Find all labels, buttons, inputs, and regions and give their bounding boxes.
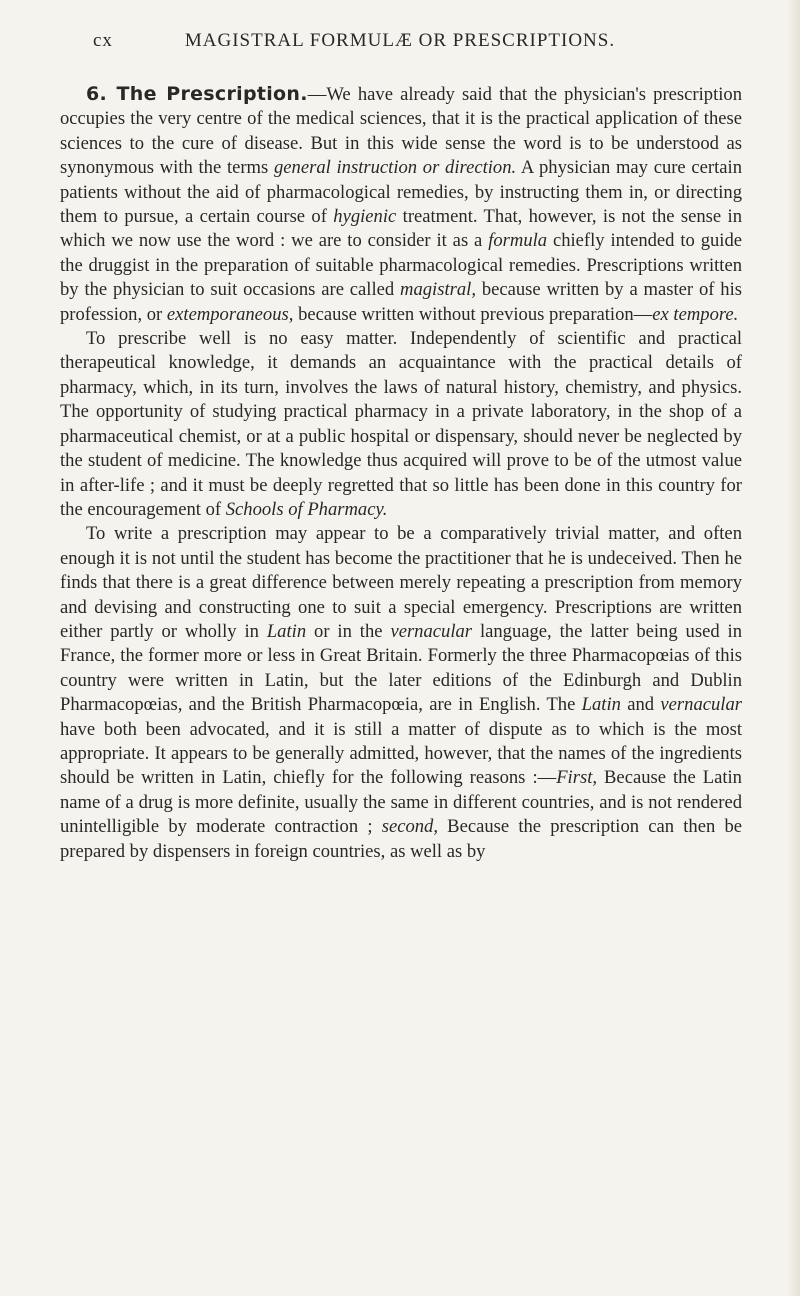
italic-text: formula xyxy=(488,230,548,252)
italic-text: ex tempore. xyxy=(652,303,739,325)
page-header xyxy=(0,30,800,60)
page-edge xyxy=(786,0,800,1296)
italic-text: extemporaneous, xyxy=(166,303,294,325)
text-run: chiefly intended to guide the druggist in the preparation of suitable pharmacological remedies. Prescriptions written by the physician to suit occasions are called xyxy=(60,230,742,301)
italic-text: vernacular xyxy=(660,694,742,716)
running-title: MAGISTRAL FORMULÆ OR PRESCRIPTIONS. xyxy=(184,30,616,51)
text-run: To prescribe well is no easy matter. Independently of scientific and practical therapeutical knowledge, it demands an acquaintance with the practical details of pharmacy, which, in its turn, involves the laws of natural history, chemistry, and physics. The opportunity of studying practical pharmacy in a private laboratory, in the shop of a pharmaceutical chemist, or at a public hospital or dispensary, should never be neglected by the student of medicine. The knowledge thus acquired will prove to be of the utmost value in after-life ; and it must be deeply regretted that so little has been done in this country for the encouragement of xyxy=(60,328,742,520)
italic-text: vernacular xyxy=(390,620,473,642)
text-run: language, the latter being used in France, the former more or less in Great Britain. Formerly the three Pharmacopœias of this country were written in Latin, but the later editions of the Edinburgh and Dublin Pharmacopœias, and the British Pharmacopœia, are in English. The xyxy=(60,620,743,716)
italic-text: Latin xyxy=(581,694,621,716)
italic-text: second, xyxy=(381,816,438,838)
italic-text: Schools of Pharmacy. xyxy=(225,498,388,520)
italic-text: First, xyxy=(556,767,598,789)
text-run: To write a prescription may appear to be a comparatively trivial matter, and often enough it is not until the student has become the practitioner that he is undeceived. Then he finds that there is a great difference between merely repeating a prescription from memory and devising and constructing one to suit a special emergency. Prescriptions are written either partly or wholly in xyxy=(60,523,742,642)
text-run: treatment. That, however, is not the sense in which we now use the word : we are to consider it as a xyxy=(60,206,743,252)
text-run: A physician may cure certain patients without the aid of pharmacological remedies, by instructing them in, or directing them to pursue, a certain course of xyxy=(60,157,742,228)
page-number: cx xyxy=(93,30,113,51)
italic-text: magistral, xyxy=(400,279,476,301)
text-run: because written by a master of his profession, or xyxy=(60,279,742,325)
text-run: or in the xyxy=(306,620,391,642)
paragraph xyxy=(60,522,742,864)
body-text xyxy=(60,82,742,864)
text-run: because written without previous preparation— xyxy=(293,303,653,325)
section-title: 6. The Prescription. xyxy=(86,83,308,105)
paragraph xyxy=(60,327,742,522)
text-run: have both been advocated, and it is still a matter of dispute as to which is the most appropriate. It appears to be generally admitted, however, that the names of the ingredients should be written in Latin, chiefly for the following reasons :— xyxy=(60,718,742,789)
italic-text: general instruction or direction. xyxy=(273,157,517,179)
text-run: —We have already said that the physician's prescription occupies the very centre of the medical sciences, that it is the practical application of these sciences to the cure of disease. But in this wide sense the word is to be understood as synonymous with the terms xyxy=(60,84,742,179)
text-run: Because the prescription can then be prepared by dispensers in foreign countries, as well as by xyxy=(60,816,742,862)
text-run: Because the Latin name of a drug is more definite, usually the same in different countries, and is not rendered unintelligible by moderate contraction ; xyxy=(60,767,742,838)
italic-text: hygienic xyxy=(333,206,397,228)
text-run: and xyxy=(620,694,661,716)
italic-text: Latin xyxy=(266,620,307,642)
paragraph xyxy=(60,82,742,327)
